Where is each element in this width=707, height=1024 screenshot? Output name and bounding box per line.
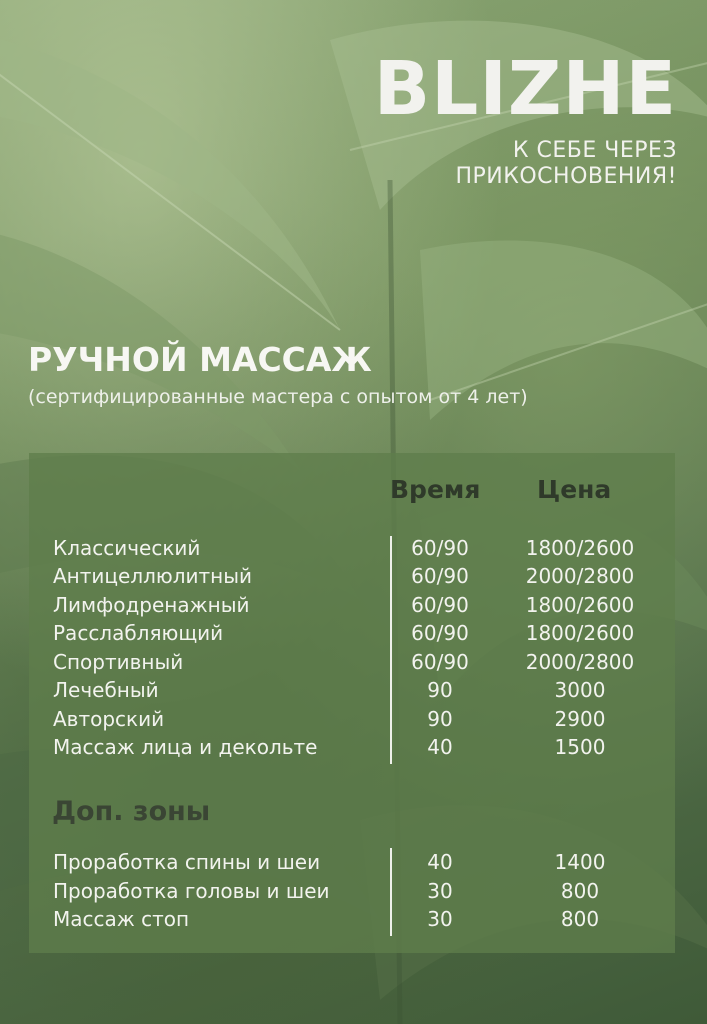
price-column-header: Цена [537, 475, 612, 504]
service-name: Расслабляющий [53, 621, 224, 645]
price-row [0, 536, 707, 564]
brand-tagline [374, 138, 677, 191]
service-time: 40 [427, 850, 453, 874]
service-price: 1800/2600 [525, 621, 635, 645]
service-time: 90 [427, 678, 453, 702]
price-row [0, 707, 707, 735]
time-column-header: Время [390, 475, 481, 504]
price-row [0, 879, 707, 907]
service-time: 60/90 [411, 536, 469, 560]
price-row [0, 650, 707, 678]
service-name: Массаж лица и декольте [53, 735, 318, 759]
price-row [0, 907, 707, 935]
section-title: РУЧНОЙ МАССАЖ [28, 340, 372, 379]
service-name: Проработка головы и шеи [53, 879, 330, 903]
service-name: Спортивный [53, 650, 184, 674]
service-price: 2000/2800 [525, 564, 635, 588]
service-name: Массаж стоп [53, 907, 190, 931]
brand-tagline-line-1: К СЕБЕ ЧЕРЕЗ [512, 138, 677, 163]
service-price: 1400 [554, 850, 606, 874]
service-time: 40 [427, 735, 453, 759]
service-name: Антицеллюлитный [53, 564, 253, 588]
service-time: 60/90 [411, 564, 469, 588]
price-row [0, 621, 707, 649]
service-price: 1800/2600 [525, 536, 635, 560]
service-name: Лимфодренажный [53, 593, 250, 617]
service-time: 90 [427, 707, 453, 731]
price-row [0, 850, 707, 878]
service-price: 1800/2600 [525, 593, 635, 617]
section-subtitle: (сертифицированные мастера с опытом от 4 лет) [28, 386, 528, 408]
service-price: 2900 [554, 707, 606, 731]
service-price: 3000 [554, 678, 606, 702]
brand-tagline-line-2: ПРИКОСНОВЕНИЯ! [455, 164, 677, 190]
service-name: Лечебный [53, 678, 159, 702]
service-name: Классический [53, 536, 201, 560]
brand-logo: BLIZHE [373, 46, 677, 132]
service-time: 30 [427, 879, 453, 903]
service-time: 60/90 [411, 621, 469, 645]
service-time: 60/90 [411, 593, 469, 617]
service-price: 1500 [554, 735, 606, 759]
service-time: 60/90 [411, 650, 469, 674]
brand-block [373, 46, 677, 191]
service-time: 30 [427, 907, 453, 931]
service-name: Проработка спины и шеи [53, 850, 321, 874]
price-row [0, 593, 707, 621]
price-row [0, 735, 707, 763]
service-price: 800 [560, 879, 600, 903]
service-price: 800 [560, 907, 600, 931]
extras-title: Доп. зоны [52, 796, 211, 827]
price-row [0, 564, 707, 592]
service-price: 2000/2800 [525, 650, 635, 674]
service-name: Авторский [53, 707, 165, 731]
price-row [0, 678, 707, 706]
